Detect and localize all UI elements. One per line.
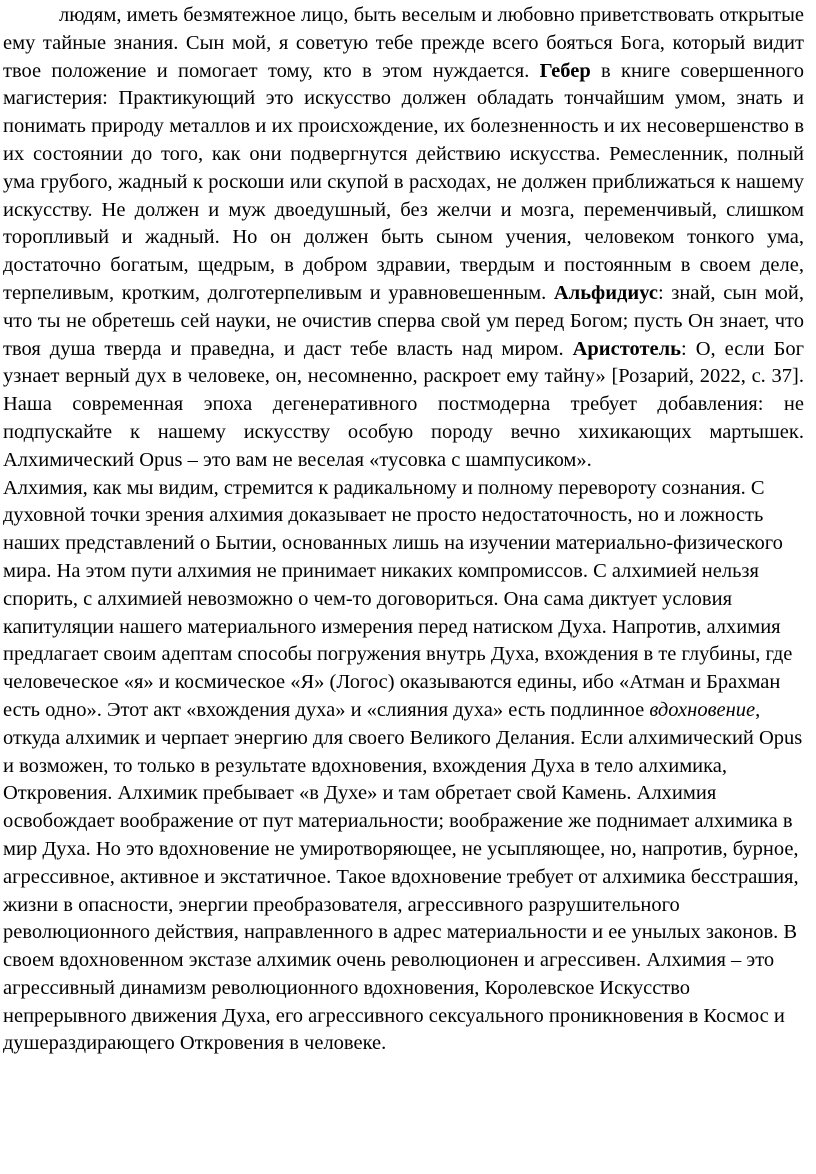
paragraph-alchemy [3,475,804,1059]
text-segment: : знай, сын мой, что ты не обретешь сей науки, не очистив сперва свой ум перед Богом; пусть Он знает, что твоя душа тверда и праведна, и даст тебе власть над миром. [3,281,804,360]
author-name-aristotle: Аристотель [572,337,681,360]
author-name-alfidius: Альфидиус [553,281,658,304]
text-segment: Алхимия, как мы видим, стремится к радикальному и полному перевороту сознания. С духовной точки зрения алхимия доказывает не просто недостаточность, но и ложность наших представлений о Бытии, основанных лишь на изучении материально-физического мира. На этом пути алхимия не принимает никаких компромиссов. С алхимией нельзя спорить, с алхимией невозможно о чем-то договориться. Она сама диктует условия капитуляции нашего материального измерения перед натиском Духа. Напротив, алхимия предлагает своим адептам способы погружения внутрь Духа, вхождения в те глубины, где человеческое «я» и космическое «Я» (Логос) оказываются едины, ибо «Атман и Брахман есть одно». Этот акт «вхождения духа» и «слияния духа» есть подлинное [3,476,793,721]
text-segment: в книге совершенного магистерия: Практикующий это искусство должен обладать тончайшим умом, знать и понимать природу металлов и их происхождение, их болезненность и их несовершенство в их состоянии до того, как они подвергнутся действию искусства. Ремесленник, полный ума грубого, жадный к роскоши или скупой в расходах, не должен приближаться к нашему искусству. Не должен и муж двоедушный, без желчи и мозга, переменчивый, слишком торопливый и жадный. Но он должен быть сыном учения, человеком тонкого ума, достаточно богатым, щедрым, в добром здравии, твердым и постоянным в своем деле, терпеливым, кротким, долготерпеливым и уравновешенным. [3,59,804,304]
emphasized-term: вдохновение [649,698,756,721]
text-segment: , откуда алхимик и черпает энергию для своего Великого Делания. Если алхимический Opus и возможен, то только в результате вдохновения, вхождения Духа в тело алхимика, Откровения. Алхимик пребывает «в Духе» и там обретает свой Камень. Алхимия освобождает воображение от пут материальности; воображение же поднимает алхимика в мир Духа. Но это вдохновение не умиротворяющее, не усыпляющее, но, напротив, бурное, агрессивное, активное и экстатичное. Такое вдохновение требует от алхимика бесстрашия, жизни в опасности, энергии преобразователя, агрессивного разрушительного революционного действия, направленного в адрес материальности и ее унылых законов. В своем вдохновенном экстазе алхимик очень революционен и агрессивен. Алхимия – это агрессивный динамизм революционного вдохновения, Королевское Искусство непрерывного движения Духа, его агрессивного сексуального проникновения в Космос и душераздирающего Откровения в человеке. [3,698,803,1055]
text-segment: : О, если Бог узнает верный дух в человеке, он, несомненно, раскроет ему тайну» [Розарий, 2022, с. 37]. Наша современная эпоха дегенеративного постмодерна требует добавления: не подпускайте к нашему искусству особую породу вечно хихикающих мартышек. Алхимический Opus – это вам не веселая «тусовка с шампусиком». [3,337,805,471]
paragraph-quote [3,2,804,475]
author-name-geber: Гебер [539,59,591,82]
text-segment: людям, иметь безмятежное лицо, быть веселым и любовно приветствовать открытые ему тайные знания. Сын мой, я советую тебе прежде всего бояться Бога, который видит твое положение и помогает тому, кто в этом нуждается. [3,4,804,82]
